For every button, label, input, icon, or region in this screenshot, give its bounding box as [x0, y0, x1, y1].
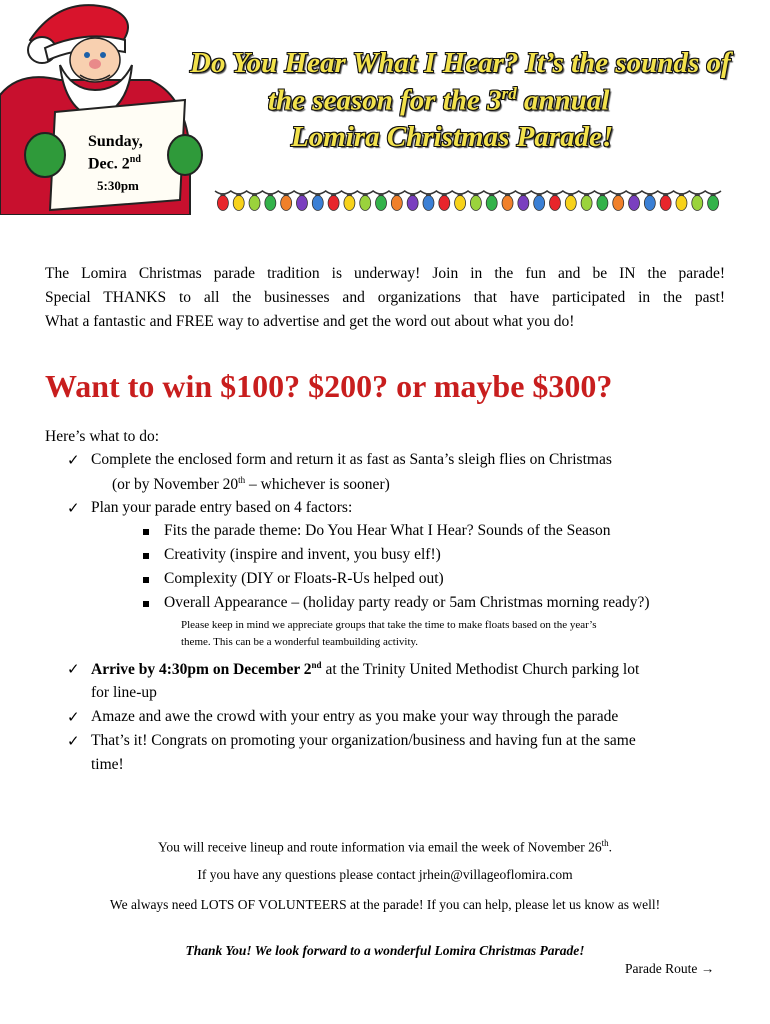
- step-1: Complete the enclosed form and return it as fast as Santa’s sleigh flies on Christmas: [91, 451, 612, 468]
- step-1-cont: [112, 475, 390, 494]
- factor-3: Complexity (DIY or Floats-R-Us helped out): [164, 570, 444, 587]
- light-bulb: [391, 193, 402, 211]
- light-bulb: [644, 193, 655, 211]
- sign-date: [88, 154, 141, 173]
- prize-headline: Want to win $100? $200? or maybe $300?: [45, 368, 613, 404]
- light-bulb: [565, 193, 576, 211]
- light-bulb: [328, 193, 339, 211]
- check-icon: ✓: [67, 662, 80, 678]
- sign-date-suffix: nd: [129, 154, 141, 165]
- light-bulb: [629, 193, 640, 211]
- light-bulb: [376, 193, 387, 211]
- light-bulb: [296, 193, 307, 211]
- light-bulb: [660, 193, 671, 211]
- check-icon: ✓: [67, 501, 80, 517]
- step-3: [91, 660, 639, 679]
- light-bulb: [581, 193, 592, 211]
- thank-you-note: Thank You! We look forward to a wonderful Lomira Christmas Parade!: [185, 943, 585, 958]
- lineup-sup: th: [601, 838, 609, 848]
- factor-1: Fits the parade theme: Do You Hear What I Hear? Sounds of the Season: [164, 522, 611, 539]
- christmas-lights-string: [213, 185, 723, 215]
- lineup-b: .: [608, 839, 613, 855]
- light-bulb: [597, 193, 608, 211]
- lineup-a: You will receive lineup and route information via email the week of November 26: [157, 839, 602, 855]
- light-bulb: [549, 193, 560, 211]
- light-bulb: [312, 193, 323, 211]
- step-2: Plan your parade entry based on 4 factors:: [91, 499, 353, 516]
- note-line-2: theme. This can be a wonderful teambuilding activity.: [181, 636, 419, 648]
- title-line-2-sup: rd: [501, 84, 517, 103]
- light-bulb: [676, 193, 687, 211]
- intro-line-3: What a fantastic and FREE way to advertise and get the word out about what you do!: [45, 313, 575, 330]
- check-icon: ✓: [67, 710, 80, 726]
- title-line-2: [268, 84, 609, 118]
- intro-paragraph: [45, 262, 725, 334]
- contact-info: If you have any questions please contact jrhein@villageoflomira.com: [197, 867, 573, 882]
- sign-time: 5:30pm: [97, 178, 139, 193]
- title-line-2-a: the season for the 3: [268, 84, 502, 117]
- factor-4: Overall Appearance – (holiday party ready or 5am Christmas morning ready?): [164, 594, 650, 611]
- step-1-cont-sup: th: [238, 475, 246, 485]
- light-bulb: [233, 193, 244, 211]
- step-3-cont: for line-up: [91, 684, 157, 701]
- bullet-icon: [143, 601, 149, 607]
- light-bulb: [360, 193, 371, 211]
- step-4: Amaze and awe the crowd with your entry as you make your way through the parade: [91, 708, 619, 725]
- light-bulb: [439, 193, 450, 211]
- light-bulb: [470, 193, 481, 211]
- light-bulb: [281, 193, 292, 211]
- parade-route-link[interactable]: Parade Route →: [625, 961, 715, 976]
- light-bulb: [518, 193, 529, 211]
- light-bulb: [486, 193, 497, 211]
- title-line-3: Lomira Christmas Parade!: [291, 121, 614, 153]
- light-bulb: [455, 193, 466, 211]
- lights-wire: [215, 191, 721, 194]
- light-bulb: [217, 193, 228, 211]
- sign-date-text: Dec. 2: [88, 155, 130, 173]
- light-bulb: [708, 193, 719, 211]
- light-bulb: [249, 193, 260, 211]
- light-bulb: [407, 193, 418, 211]
- volunteers-note: We always need LOTS OF VOLUNTEERS at the parade! If you can help, please let us know as well!: [109, 897, 661, 912]
- light-bulb: [502, 193, 513, 211]
- check-icon: ✓: [67, 453, 80, 469]
- light-bulb: [692, 193, 703, 211]
- note-line-1: Please keep in mind we appreciate groups that take the time to make floats based on the year’s: [181, 619, 597, 631]
- lineup-info: [0, 838, 770, 856]
- title-line-1: Do You Hear What I Hear? It’s the sounds of: [190, 47, 731, 79]
- step-3-rest: at the Trinity United Methodist Church parking lot: [321, 661, 640, 679]
- step-5: That’s it! Congrats on promoting your organization/business and having fun at the same: [91, 732, 636, 749]
- bullet-icon: [143, 553, 149, 559]
- light-bulb: [265, 193, 276, 211]
- intro-line-2: Special THANKS to all the businesses and organizations that have participated in the past!: [45, 289, 725, 306]
- sign-day: Sunday,: [88, 133, 143, 150]
- bullet-icon: [143, 577, 149, 583]
- light-bulb: [534, 193, 545, 211]
- intro-line-1: The Lomira Christmas parade tradition is underway! Join in the fun and be IN the parade!: [45, 265, 725, 282]
- step-3-bold: Arrive by 4:30pm on December 2: [91, 661, 312, 679]
- bullet-icon: [143, 529, 149, 535]
- light-bulb: [423, 193, 434, 211]
- step-5-cont: time!: [91, 756, 124, 773]
- title-line-2-b: annual: [516, 84, 610, 117]
- step-3-sup: nd: [311, 660, 322, 670]
- light-bulb: [344, 193, 355, 211]
- factor-2: Creativity (inspire and invent, you busy elf!): [164, 546, 441, 563]
- howto-lead: Here’s what to do:: [45, 428, 160, 445]
- check-icon: ✓: [67, 734, 80, 750]
- step-1-cont-b: – whichever is sooner): [245, 476, 390, 494]
- step-1-cont-a: (or by November 20: [112, 476, 239, 494]
- light-bulb: [613, 193, 624, 211]
